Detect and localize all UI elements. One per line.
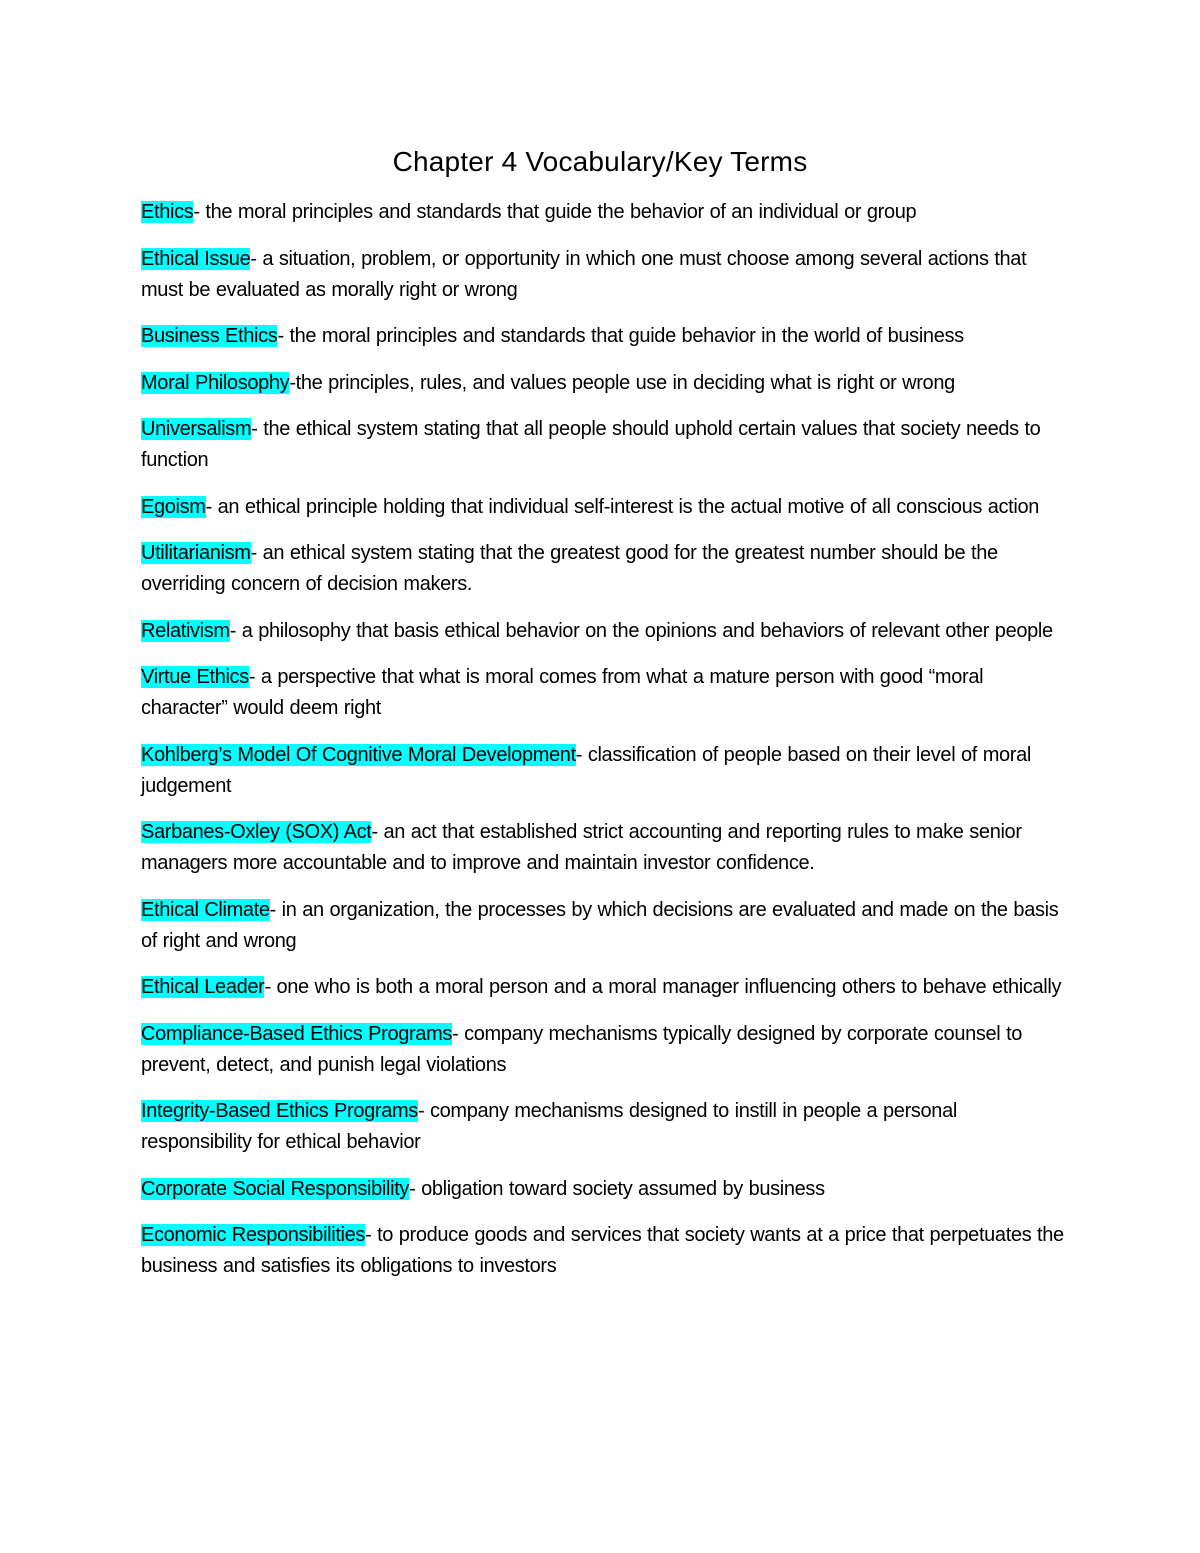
term-definition: - a philosophy that basis ethical behavior on the opinions and behaviors of relevant other people <box>229 619 1053 642</box>
term-entry <box>141 972 1066 1003</box>
term-definition: - company mechanisms typically designed by corporate counsel to prevent, detect, and punish legal violations <box>141 1022 1023 1076</box>
term-definition: - in an organization, the processes by which decisions are evaluated and made on the basis of right and wrong <box>141 898 1059 952</box>
term-word: Kohlberg’s Model Of Cognitive Moral Development <box>141 743 576 766</box>
term-definition: - to produce goods and services that society wants at a price that perpetuates the business and satisfies its obligations to investors <box>141 1224 1064 1277</box>
term-definition: - an ethical system stating that the greatest good for the greatest number should be the overriding concern of decision makers. <box>141 542 998 595</box>
term-word: Universalism <box>141 418 252 440</box>
page-title: Chapter 4 Vocabulary/Key Terms <box>392 146 808 177</box>
term-definition: - classification of people based on their level of moral judgement <box>141 743 1031 797</box>
term-entry <box>141 895 1066 957</box>
term-entry <box>141 817 1066 879</box>
term-entry <box>141 1019 1066 1081</box>
term-definition: - the moral principles and standards that guide the behavior of an individual or group <box>193 201 917 223</box>
term-definition: - obligation toward society assumed by business <box>409 1177 825 1200</box>
term-list <box>141 197 1066 1298</box>
term-entry <box>141 1174 1066 1205</box>
term-definition: -the principles, rules, and values people use in deciding what is right or wrong <box>289 371 955 394</box>
term-word: Moral Philosophy <box>141 371 290 394</box>
term-entry <box>141 244 1066 306</box>
term-word: Ethical Leader <box>141 976 265 998</box>
term-definition: - the ethical system stating that all people should uphold certain values that society needs to function <box>141 418 1041 471</box>
term-word: Integrity-Based Ethics Programs <box>141 1100 418 1122</box>
term-entry <box>141 368 1066 399</box>
term-word: Ethical Climate <box>141 898 270 921</box>
term-definition: - an act that established strict accounting and reporting rules to make senior managers more accountable and to improve and maintain investor confidence. <box>141 821 1022 874</box>
term-word: Utilitarianism <box>141 542 251 564</box>
term-entry <box>141 662 1066 724</box>
term-entry <box>141 538 1066 600</box>
term-word: Ethical Issue <box>141 247 251 270</box>
term-definition: - an ethical principle holding that individual self-interest is the actual motive of all conscious action <box>205 495 1040 518</box>
term-word: Compliance-Based Ethics Programs <box>141 1022 453 1045</box>
term-word: Relativism <box>141 619 230 642</box>
term-word: Virtue Ethics <box>141 666 249 688</box>
term-word: Corporate Social Responsibility <box>141 1177 410 1200</box>
term-word: Ethics <box>141 201 194 223</box>
term-entry <box>141 1220 1066 1282</box>
term-entry <box>141 1096 1066 1158</box>
term-entry <box>141 414 1066 476</box>
term-entry <box>141 740 1066 802</box>
term-word: Business Ethics <box>141 325 278 347</box>
term-word: Economic Responsibilities <box>141 1224 366 1246</box>
term-definition: - company mechanisms designed to instill in people a personal responsibility for ethical behavior <box>141 1100 957 1153</box>
term-definition: - one who is both a moral person and a moral manager influencing others to behave ethically <box>264 976 1062 998</box>
term-entry <box>141 492 1066 523</box>
term-word: Egoism <box>141 495 206 518</box>
term-definition: - a perspective that what is moral comes from what a mature person with good “moral character” would deem right <box>141 666 984 719</box>
term-entry <box>141 616 1066 647</box>
term-definition: - a situation, problem, or opportunity in which one must choose among several actions that must be evaluated as morally right or wrong <box>141 247 1027 301</box>
term-entry <box>141 321 1066 352</box>
term-definition: - the moral principles and standards that guide behavior in the world of business <box>277 325 964 347</box>
term-word: Sarbanes-Oxley (SOX) Act <box>141 821 372 843</box>
term-entry <box>141 197 1066 228</box>
